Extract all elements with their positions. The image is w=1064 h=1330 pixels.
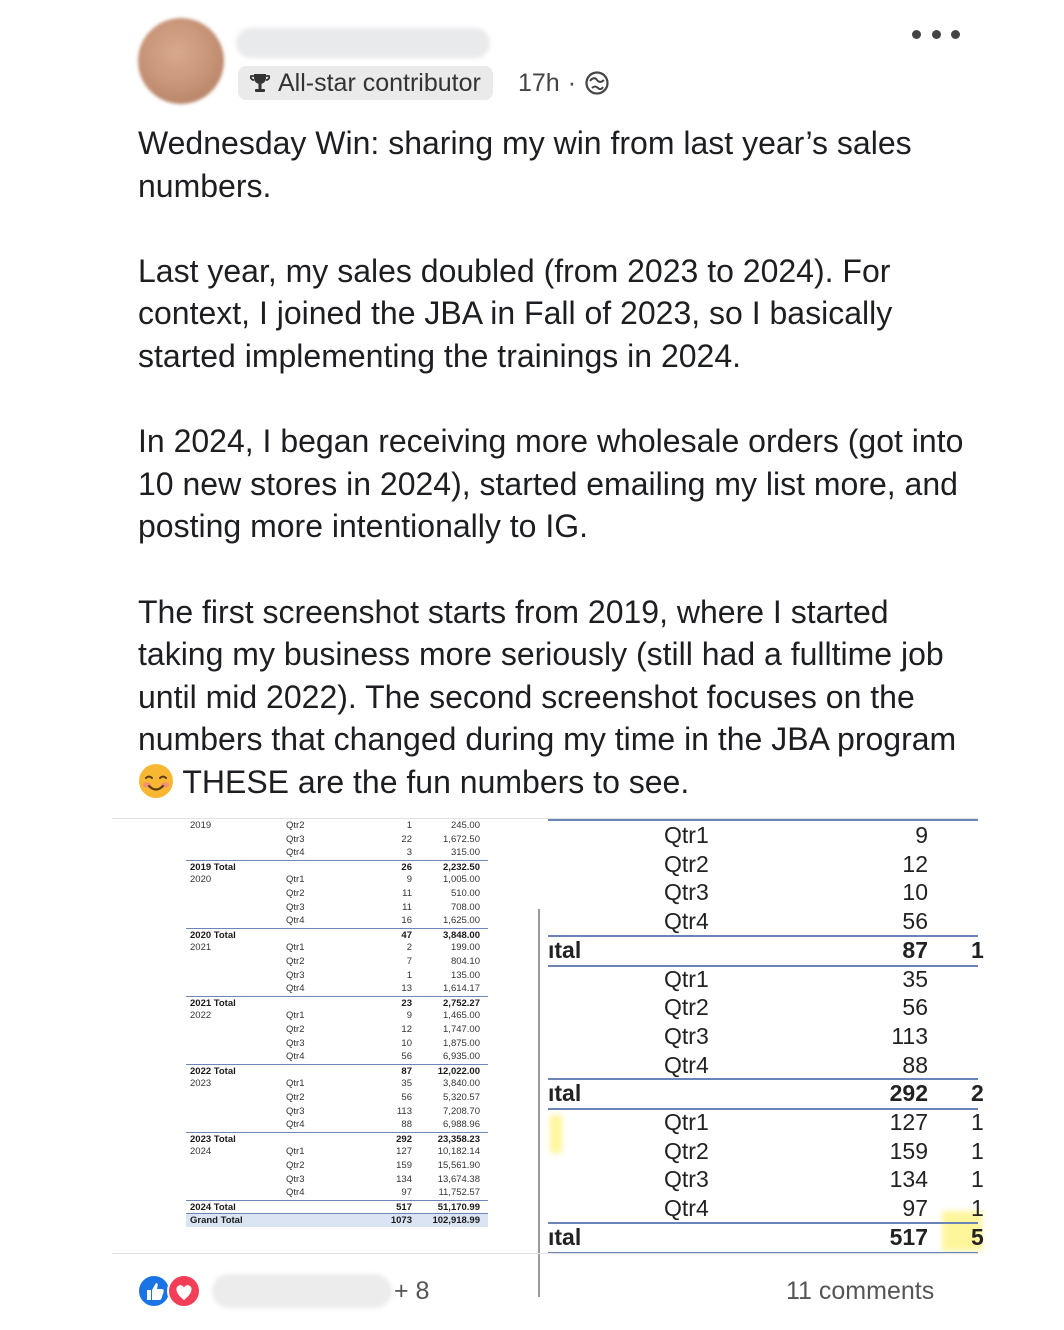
sheet-total-row xyxy=(186,928,488,942)
order-count: 12 xyxy=(902,850,928,877)
sheet-cell: 22 xyxy=(401,833,412,845)
cut-off-cell: 5 xyxy=(971,1223,984,1250)
total-label: ıtal xyxy=(548,1080,582,1107)
zoomed-quarter-row xyxy=(538,1022,978,1051)
sheet-cell: 23 xyxy=(401,997,412,1009)
sales-screenshot-1[interactable] xyxy=(186,819,488,1231)
sheet-cell: 26 xyxy=(401,861,412,873)
sheet-row xyxy=(186,1037,488,1051)
sheet-cell: Qtr4 xyxy=(286,983,305,995)
order-count: 113 xyxy=(891,1022,928,1049)
sheet-cell: 517 xyxy=(396,1201,412,1213)
sheet-cell: Qtr4 xyxy=(286,915,305,927)
sheet-cell: Qtr2 xyxy=(286,1092,305,1103)
sheet-cell: 1,672.50 xyxy=(443,833,480,845)
sheet-row xyxy=(186,1186,488,1200)
zoomed-quarter-row xyxy=(538,1194,984,1223)
sheet-cell: 10,182.14 xyxy=(437,1146,480,1158)
sheet-cell: 135.00 xyxy=(450,969,480,981)
sheet-cell: 11 xyxy=(402,901,412,913)
post-body xyxy=(138,122,968,804)
zoomed-quarter-row xyxy=(538,878,978,907)
badge-label: All-star contributor xyxy=(278,68,481,97)
order-count: 159 xyxy=(889,1137,928,1164)
quarter-label: Qtr4 xyxy=(664,1195,709,1222)
zoomed-total-row xyxy=(538,1223,984,1252)
quarter-label: Qtr1 xyxy=(664,1109,709,1135)
order-count: 35 xyxy=(902,965,928,992)
sheet-row xyxy=(186,1023,488,1037)
sales-screenshot-2[interactable] xyxy=(538,819,984,1255)
sheet-row xyxy=(186,1077,488,1091)
sheet-cell: 6,935.00 xyxy=(443,1051,480,1063)
sheet-cell: 1,465.00 xyxy=(443,1010,480,1022)
sheet-cell: 2024 xyxy=(190,1146,212,1158)
zoomed-total-row xyxy=(538,1079,984,1108)
quarter-label: Qtr4 xyxy=(664,908,709,935)
sheet-cell: 56 xyxy=(401,1092,412,1103)
sheet-row xyxy=(186,982,488,996)
sheet-cell: 510.00 xyxy=(450,888,480,899)
sheet-cell: 3 xyxy=(406,847,412,859)
sheet-cell: Qtr1 xyxy=(286,1078,305,1090)
quarter-label: Qtr3 xyxy=(664,1166,709,1193)
sheet-cell: 199.00 xyxy=(450,942,480,954)
sheet-cell: 2020 Total xyxy=(190,929,236,941)
sheet-cell: Qtr1 xyxy=(286,1010,305,1022)
sheet-cell: 2,752.27 xyxy=(443,997,480,1009)
more-options-icon[interactable] xyxy=(912,22,960,46)
zoomed-total-row xyxy=(538,936,984,965)
reactions[interactable] xyxy=(137,1274,209,1308)
sheet-cell: 5,320.57 xyxy=(443,1092,480,1103)
sheet-row xyxy=(186,1105,488,1119)
contributor-badge[interactable] xyxy=(238,66,493,100)
zoomed-quarter-row xyxy=(538,1051,978,1080)
reactor-names-blurred[interactable] xyxy=(212,1274,392,1308)
zoomed-quarter-row xyxy=(538,821,978,850)
sheet-cell: Qtr3 xyxy=(286,833,305,845)
meta-separator: · xyxy=(567,68,577,97)
sheet-cell: 2,232.50 xyxy=(443,861,480,873)
sheet-row xyxy=(186,1050,488,1064)
total-label: ıtal xyxy=(548,936,582,963)
zoomed-quarter-row xyxy=(538,850,978,879)
sheet-cell: 2022 xyxy=(190,1010,212,1022)
zoomed-quarter-row xyxy=(538,1137,984,1166)
sheet-cell: 13,674.38 xyxy=(437,1173,480,1185)
sheet-cell: Qtr3 xyxy=(286,969,305,981)
sheet-cell: 3,840.00 xyxy=(443,1078,480,1090)
sheet-cell: Qtr3 xyxy=(286,901,305,913)
sheet-cell: Qtr1 xyxy=(286,874,305,886)
trophy-icon xyxy=(248,71,272,95)
sheet-cell: 127 xyxy=(396,1146,412,1158)
sheet-cell: 245.00 xyxy=(450,820,480,831)
sheet-cell: 1,747.00 xyxy=(443,1024,480,1035)
sheet-cell: 113 xyxy=(396,1105,412,1117)
zoomed-quarter-row xyxy=(538,907,978,936)
quarter-label: Qtr3 xyxy=(664,879,709,906)
cut-off-cell: 1 xyxy=(971,1195,984,1222)
sheet-cell: Qtr2 xyxy=(286,956,305,967)
sheet-cell: 35 xyxy=(401,1078,412,1090)
order-count: 56 xyxy=(902,994,928,1021)
sheet-cell: 12,022.00 xyxy=(437,1065,480,1077)
sheet-cell: 1,614.17 xyxy=(443,983,480,995)
post-paragraph-last xyxy=(138,591,968,804)
sheet-row xyxy=(186,1145,488,1159)
order-count: 87 xyxy=(902,936,928,963)
sheet-cell: 102,918.99 xyxy=(432,1215,480,1227)
sheet-cell: 159 xyxy=(396,1160,412,1171)
smiling-emoji-icon xyxy=(138,763,174,799)
sheet-cell: 804.10 xyxy=(450,956,480,967)
sheet-row xyxy=(186,901,488,915)
table-rule xyxy=(548,935,978,937)
sheet-row xyxy=(186,833,488,847)
sheet-cell: Grand Total xyxy=(190,1215,243,1227)
cut-off-cell: 1 xyxy=(971,1109,984,1135)
order-count: 9 xyxy=(915,822,928,848)
sheet-total-row xyxy=(186,996,488,1010)
sheet-total-row xyxy=(186,1200,488,1214)
cut-off-cell: 1 xyxy=(971,1137,984,1164)
sheet-cell: 56 xyxy=(401,1051,412,1063)
sheet-total-row xyxy=(186,860,488,874)
sheet-cell: 3,848.00 xyxy=(443,929,480,941)
sheet-cell: Qtr4 xyxy=(286,1051,305,1063)
sheet-cell: Qtr2 xyxy=(286,1024,305,1035)
sheet-cell: 2022 Total xyxy=(190,1065,236,1077)
sheet-row xyxy=(186,887,488,901)
divider xyxy=(112,1253,978,1254)
sheet-cell: 2021 Total xyxy=(190,997,236,1009)
sheet-cell: 1,875.00 xyxy=(443,1037,480,1049)
sheet-row xyxy=(186,873,488,887)
sheet-cell: 11 xyxy=(402,888,412,899)
sheet-row xyxy=(186,1173,488,1187)
quarter-label: Qtr2 xyxy=(664,994,709,1021)
sheet-cell: 2024 Total xyxy=(190,1201,236,1213)
sheet-cell: 2019 Total xyxy=(190,861,236,873)
quarter-label: Qtr4 xyxy=(664,1051,709,1078)
zoomed-quarter-row xyxy=(538,965,978,994)
sheet-row xyxy=(186,969,488,983)
sheet-row xyxy=(186,819,488,833)
sheet-row xyxy=(186,1091,488,1105)
sheet-cell: 12 xyxy=(401,1024,412,1035)
sheet-cell: 16 xyxy=(401,915,412,927)
quarter-label: Qtr1 xyxy=(664,822,709,848)
order-count: 134 xyxy=(889,1166,928,1193)
sheet-cell: 15,561.90 xyxy=(437,1160,480,1171)
sheet-cell: 2023 Total xyxy=(190,1133,236,1145)
post-paragraph: Wednesday Win: sharing my win from last year’s sales numbers. xyxy=(138,125,912,204)
sheet-row xyxy=(186,846,488,860)
comments-link[interactable]: 11 comments xyxy=(786,1277,935,1305)
sheet-row xyxy=(186,1159,488,1173)
globe-icon xyxy=(584,70,610,96)
cut-off-cell: 1 xyxy=(971,936,984,963)
sheet-cell: Qtr3 xyxy=(286,1173,305,1185)
post-text-before-emoji: The first screenshot starts from 2019, where I started taking my business more seriously (still had a fulltime job until mid 2022). The second screenshot focuses on the numbers that changed during my time in the JBA program xyxy=(138,593,957,758)
zoomed-quarter-row xyxy=(538,1165,984,1194)
total-label: ıtal xyxy=(548,1223,582,1250)
sheet-cell: Qtr1 xyxy=(286,1146,305,1158)
sheet-cell: 6,988.96 xyxy=(443,1119,480,1131)
cut-off-cell: 1 xyxy=(971,1166,984,1193)
zoomed-quarter-row xyxy=(538,1108,984,1137)
order-count: 56 xyxy=(902,908,928,935)
author-name-blurred[interactable] xyxy=(236,28,490,58)
sheet-total-row xyxy=(186,1064,488,1078)
sheet-cell: 2023 xyxy=(190,1078,212,1090)
sheet-cell: 7,208.70 xyxy=(443,1105,480,1117)
sheet-cell: 1 xyxy=(406,820,412,831)
sheet-cell: Qtr4 xyxy=(286,1119,305,1131)
sheet-cell: 134 xyxy=(396,1173,412,1185)
table-rule xyxy=(548,1078,978,1080)
sheet-total-row xyxy=(186,1132,488,1146)
sheet-cell: 87 xyxy=(401,1065,412,1077)
post-paragraph: In 2024, I began receiving more wholesale orders (got into 10 new stores in 2024), started emailing my list more, and posting more intentionally to IG. xyxy=(138,423,964,545)
post-meta xyxy=(518,66,610,100)
sheet-cell: 1,005.00 xyxy=(443,874,480,886)
order-count: 517 xyxy=(889,1223,928,1250)
sheet-cell: Qtr1 xyxy=(286,942,305,954)
sheet-cell: 2019 xyxy=(190,820,212,831)
quarter-label: Qtr3 xyxy=(664,1022,709,1049)
cut-off-cell: 2 xyxy=(971,1080,984,1107)
order-count: 88 xyxy=(902,1051,928,1078)
quarter-label: Qtr2 xyxy=(664,850,709,877)
sheet-cell: 1,625.00 xyxy=(443,915,480,927)
sheet-cell: 2 xyxy=(406,942,412,954)
table-rule xyxy=(548,819,978,821)
sheet-row xyxy=(186,1118,488,1132)
order-count: 10 xyxy=(902,879,928,906)
sheet-cell: 9 xyxy=(406,874,412,886)
order-count: 97 xyxy=(902,1195,928,1222)
zoomed-quarter-row xyxy=(538,993,978,1022)
sheet-row xyxy=(186,1009,488,1023)
sheet-cell: 2021 xyxy=(190,942,212,954)
sheet-cell: 1 xyxy=(406,969,412,981)
sheet-cell: 315.00 xyxy=(450,847,480,859)
quarter-label: Qtr2 xyxy=(664,1137,709,1164)
love-reaction-icon xyxy=(167,1274,201,1308)
sheet-row xyxy=(186,955,488,969)
quarter-label: Qtr1 xyxy=(664,965,709,992)
sheet-cell: 88 xyxy=(401,1119,412,1131)
sheet-cell: Qtr3 xyxy=(286,1105,305,1117)
sheet-cell: 9 xyxy=(406,1010,412,1022)
sheet-cell: 11,752.57 xyxy=(438,1187,480,1199)
like-reaction-icon xyxy=(137,1274,171,1308)
table-rule xyxy=(548,1222,978,1224)
sheet-cell: Qtr2 xyxy=(286,820,305,831)
sheet-cell: Qtr3 xyxy=(286,1037,305,1049)
post-paragraph: Last year, my sales doubled (from 2023 to 2024). For context, I joined the JBA in Fall of 2023, so I basically started implementing the trainings in 2024. xyxy=(138,252,893,374)
sheet-cell: 292 xyxy=(396,1133,412,1145)
sheet-row xyxy=(186,914,488,928)
sheet-cell: 51,170.99 xyxy=(437,1201,480,1213)
sheet-cell: 708.00 xyxy=(450,901,480,913)
post-time[interactable]: 17h xyxy=(518,68,560,97)
avatar[interactable] xyxy=(138,18,224,104)
sheet-cell: 97 xyxy=(401,1187,412,1199)
sheet-cell: 23,358.23 xyxy=(437,1133,480,1145)
sheet-total-row xyxy=(186,1213,488,1227)
sheet-cell: Qtr2 xyxy=(286,1160,305,1171)
sheet-row xyxy=(186,941,488,955)
sheet-cell: 7 xyxy=(406,956,412,967)
sheet-cell: Qtr2 xyxy=(286,888,305,899)
order-count: 292 xyxy=(889,1080,928,1107)
sheet-cell: 1073 xyxy=(390,1215,412,1227)
sheet-cell: 10 xyxy=(401,1037,412,1049)
post-text-after-emoji: THESE are the fun numbers to see. xyxy=(174,763,690,800)
sheet-cell: Qtr4 xyxy=(286,1187,305,1199)
sheet-cell: Qtr4 xyxy=(286,847,305,859)
sheet-cell: 2020 xyxy=(190,874,212,886)
order-count: 127 xyxy=(889,1109,928,1135)
reaction-count[interactable]: + 8 xyxy=(394,1277,430,1305)
sheet-cell: 13 xyxy=(401,983,412,995)
sheet-cell: 47 xyxy=(401,929,412,941)
